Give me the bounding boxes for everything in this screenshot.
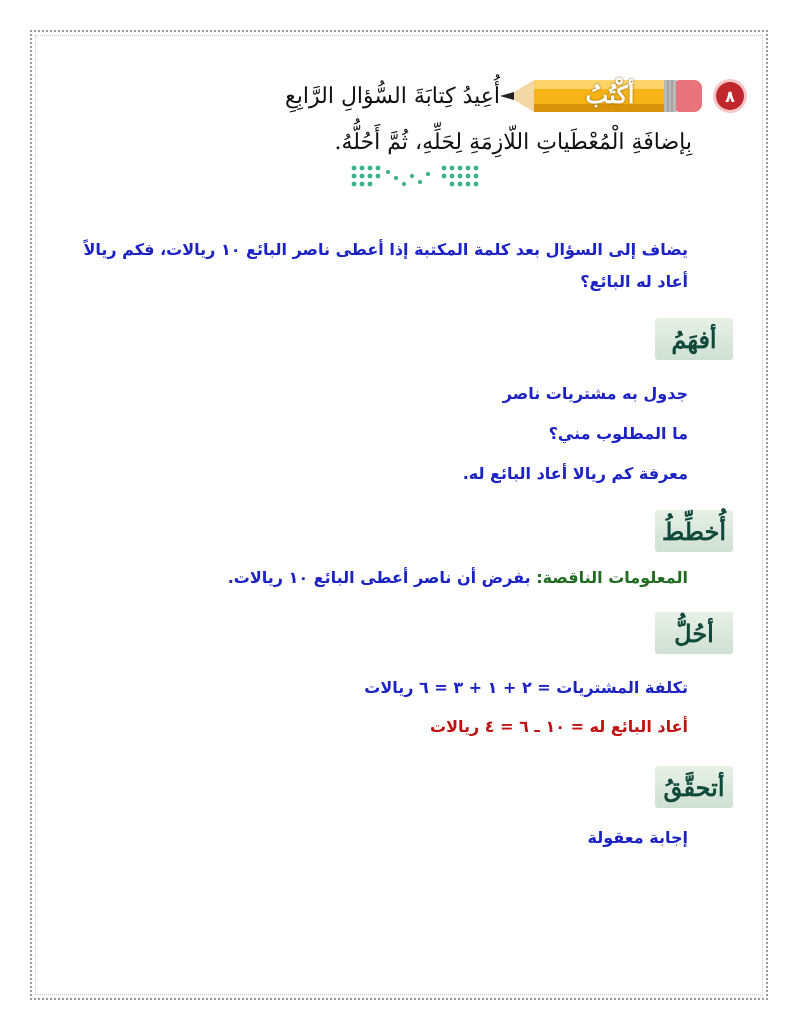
instruction-line-2: بِإضافَةِ الْمُعْطَياتِ اللّازِمَةِ لِحَلِّهِ، ثُمَّ أَحُلُّهُ. bbox=[334, 130, 692, 155]
step-plan-badge bbox=[655, 510, 733, 552]
plan-line bbox=[48, 566, 688, 590]
plan-prefix: المعلومات الناقصة: bbox=[536, 568, 688, 587]
solve-line-1: تكلفة المشتريات = ٢ + ١ + ٣ = ٦ ريالات bbox=[364, 678, 688, 697]
plan-text: بفرض أن ناصر أعطى البائع ١٠ ريالات. bbox=[227, 568, 537, 587]
understand-line-3: معرفة كم ريالا أعاد البائع له. bbox=[462, 464, 688, 483]
step-solve-label: أحُلُّ bbox=[674, 618, 714, 648]
step-solve-badge bbox=[655, 612, 733, 654]
understand-line-2: ما المطلوب مني؟ bbox=[548, 424, 688, 443]
instruction-line-1: أُعِيدُ كِتابَةَ السُّؤالِ الرَّابِعِ bbox=[285, 84, 500, 109]
solve-line-2: أعاد البائع له = ١٠ ـ ٦ = ٤ ريالات bbox=[429, 717, 688, 736]
check-answer: إجابة معقولة bbox=[587, 828, 688, 847]
step-understand-badge bbox=[655, 318, 733, 360]
step-check-badge bbox=[655, 766, 733, 808]
problem-statement: يضاف إلى السؤال بعد كلمة المكتبة إذا أعطى ناصر البائع ١٠ ريالات، فكم ريالاً أعاد له البائع؟ bbox=[83, 240, 688, 291]
step-understand-label: أفهَمُ bbox=[671, 324, 717, 354]
decorative-dots-icon bbox=[348, 162, 488, 192]
question-number-badge bbox=[716, 82, 744, 110]
step-plan-label: أُخطِّطُ bbox=[662, 516, 726, 546]
question-number: ٨ bbox=[725, 86, 735, 106]
step-check-label: أتحقَّقُ bbox=[663, 772, 725, 802]
understand-line-1: جدول به مشتريات ناصر bbox=[502, 384, 688, 403]
write-label: أكْتُبُ bbox=[585, 80, 635, 109]
